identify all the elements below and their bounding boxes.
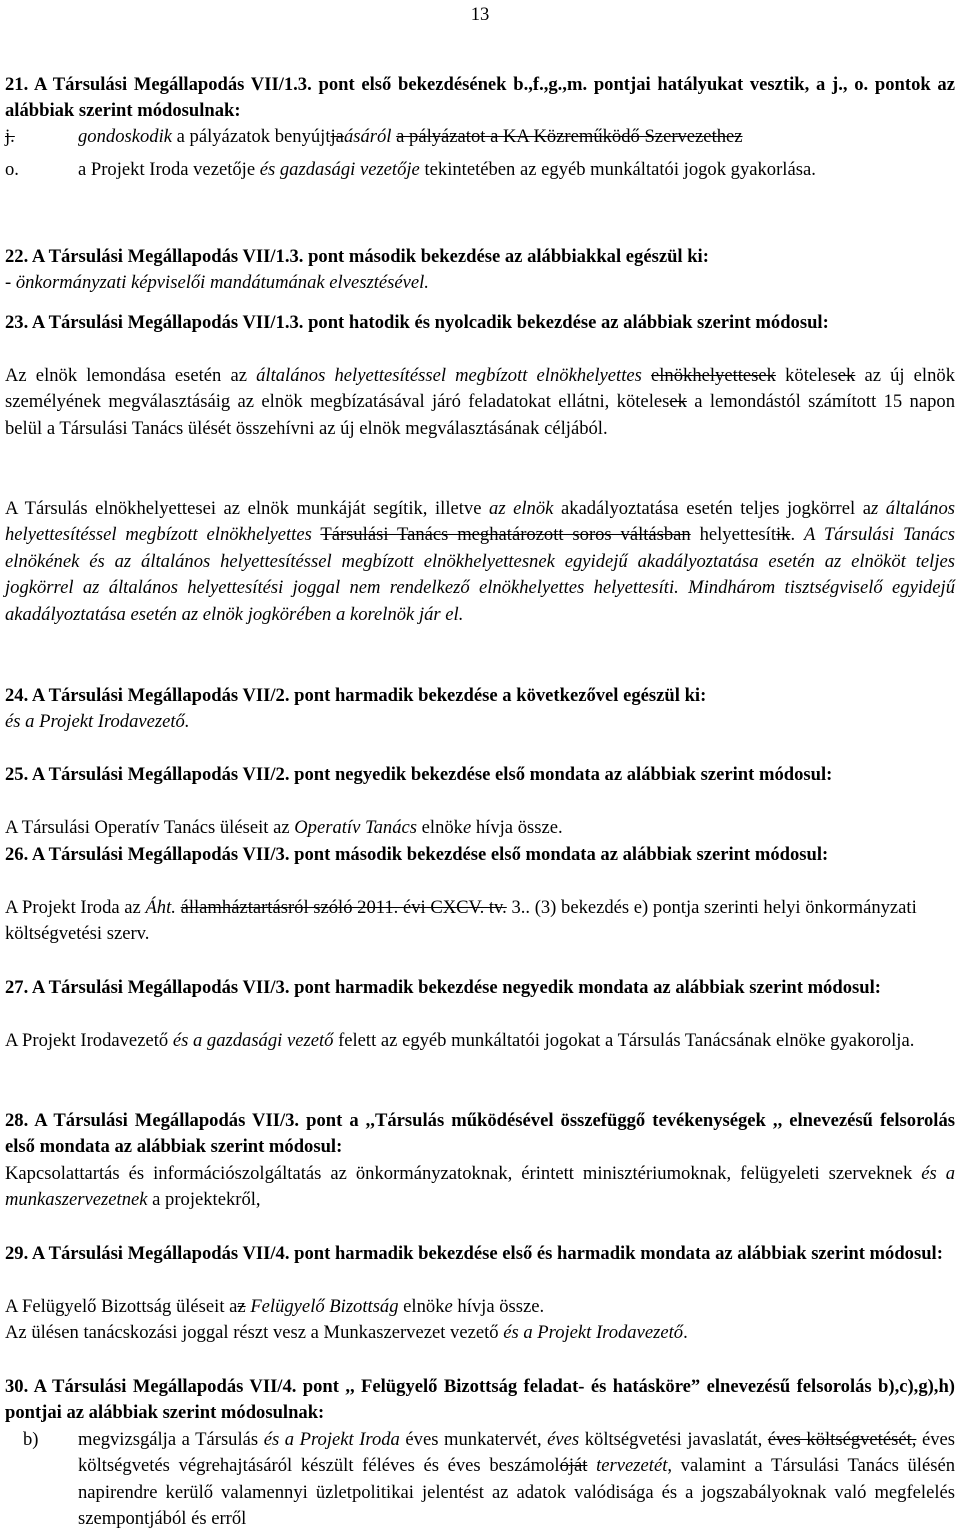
section-25-heading: 25. A Társulási Megállapodás VII/2. pont negyedik bekezdése első mondata az alábbiak szerint módosul: [5,764,833,785]
section-23-paragraph-2: A Társulás elnökhelyettesei az elnök munkáját segítik, illetve az elnök akadályoztatása esetén teljes jogkörrel az általános helyettesítéssel megbízott elnökhelyettes Társulási Tanács meghatározott soros váltásban helyettesítik. A Társulási Tanács elnökének és az általános helyettesítéssel megbízott elnökhelyettesnek egyidejű akadályoztatása esetén az elnököt teljes jogkörrel az általános helyettesítési joggal nem rendelkező elnökhelyettes helyettesíti. Mindhárom tisztségviselő egyidejű akadályoztatása esetén az elnök jogkörében a korelnök jár el. [5,498,955,625]
section-24-heading: 24. A Társulási Megállapodás VII/2. pont harmadik bekezdése a következővel egészül ki: [5,685,707,706]
list-label-j: j. [5,126,15,147]
page-number: 13 [470,4,490,25]
section-23-heading: 23. A Társulási Megállapodás VII/1.3. pont hatodik és nyolcadik bekezdése az alábbiak szerint módosul: [5,312,829,333]
section-22-item: - önkormányzati képviselői mandátumának elvesztésével. [5,272,429,293]
section-25-text: A Társulási Operatív Tanács üléseit az Operatív Tanács elnöke hívja össze. [5,817,563,838]
section-21-heading: 21. A Társulási Megállapodás VII/1.3. pont első bekezdésének b.,f.,g.,m. pontjai hatályukat vesztik, a j., o. pontok az alábbiak szerint módosulnak: [5,74,955,122]
section-24-text: és a Projekt Irodavezető. [5,711,190,732]
section-22-heading: 22. A Társulási Megállapodás VII/1.3. pont második bekezdése az alábbiakkal egészül ki: [5,246,709,267]
section-26-heading: 26. A Társulási Megállapodás VII/3. pont második bekezdése első mondata az alábbiak szerint módosul: [5,844,829,865]
list-label-b: b) [23,1429,39,1450]
section-23-paragraph-1: Az elnök lemondása esetén az általános helyettesítéssel megbízott elnökhelyettes elnökhelyettesek kötelesek az új elnök személyének megválasztásáig az elnök megbízatásával járó feladatokat ellátni, kötelesek a lemondástól számított 15 napon belül a Társulási Tanács ülését összehívni az új elnök megválasztásának céljából. [5,365,955,439]
list-label-o: o. [5,159,19,180]
list-text-j: gondoskodik a pályázatok benyújtjaásáról a pályázatot a KA Közreműködő Szervezethez [78,126,743,147]
section-26-text: A Projekt Iroda az Áht. államháztartásról szóló 2011. évi CXCV. tv. 3.. (3) bekezdés e) pontja szerinti helyi önkormányzati költségvetési szerv. [5,897,917,945]
section-29-line-1: A Felügyelő Bizottság üléseit az Felügyelő Bizottság elnöke hívja össze. [5,1296,545,1317]
list-text-o: a Projekt Iroda vezetője és gazdasági vezetője tekintetében az egyéb munkáltatói jogok gyakorlása. [78,159,816,180]
section-27-text: A Projekt Irodavezető és a gazdasági vezető felett az egyéb munkáltatói jogokat a Társulás Tanácsának elnöke gyakorolja. [5,1030,915,1051]
section-28-heading: 28. A Társulási Megállapodás VII/3. pont a ,,Társulás működésével összefüggő tevékenységek ,, elnevezésű felsorolás első mondata az alábbiak szerint módosul: [5,1110,955,1158]
section-27-heading: 27. A Társulási Megállapodás VII/3. pont harmadik bekezdése negyedik mondata az alábbiak szerint módosul: [5,977,881,998]
section-28-text: Kapcsolattartás és információszolgáltatás az önkormányzatoknak, érintett minisztériumoknak, felügyeleti szerveknek és a munkaszervezetnek a projektekről, [5,1163,956,1211]
list-text-b: megvizsgálja a Társulás és a Projekt Iroda éves munkatervét, éves költségvetési javaslatát, éves költségvetését, éves költségvetés végrehajtásáról készült féléves és éves beszámolóját tervezetét, valamint a Társulási Tanács ülésén napirendre kerülő valamennyi üzletpolitikai jelentést az adatok valódisága és a jogszabályoknak való megfelelés szempontjából és erről [78,1429,956,1530]
section-29-heading: 29. A Társulási Megállapodás VII/4. pont harmadik bekezdése első és harmadik mondata az alábbiak szerint módosul: [5,1243,943,1264]
section-29-line-2: Az ülésen tanácskozási joggal részt vesz a Munkaszervezet vezető és a Projekt Irodavezető. [5,1322,688,1343]
section-30-heading: 30. A Társulási Megállapodás VII/4. pont ,, Felügyelő Bizottság feladat- és hatásköre” elnevezésű felsorolás b),c),g),h) pontjai az alábbiak szerint módosulnak: [5,1376,955,1424]
